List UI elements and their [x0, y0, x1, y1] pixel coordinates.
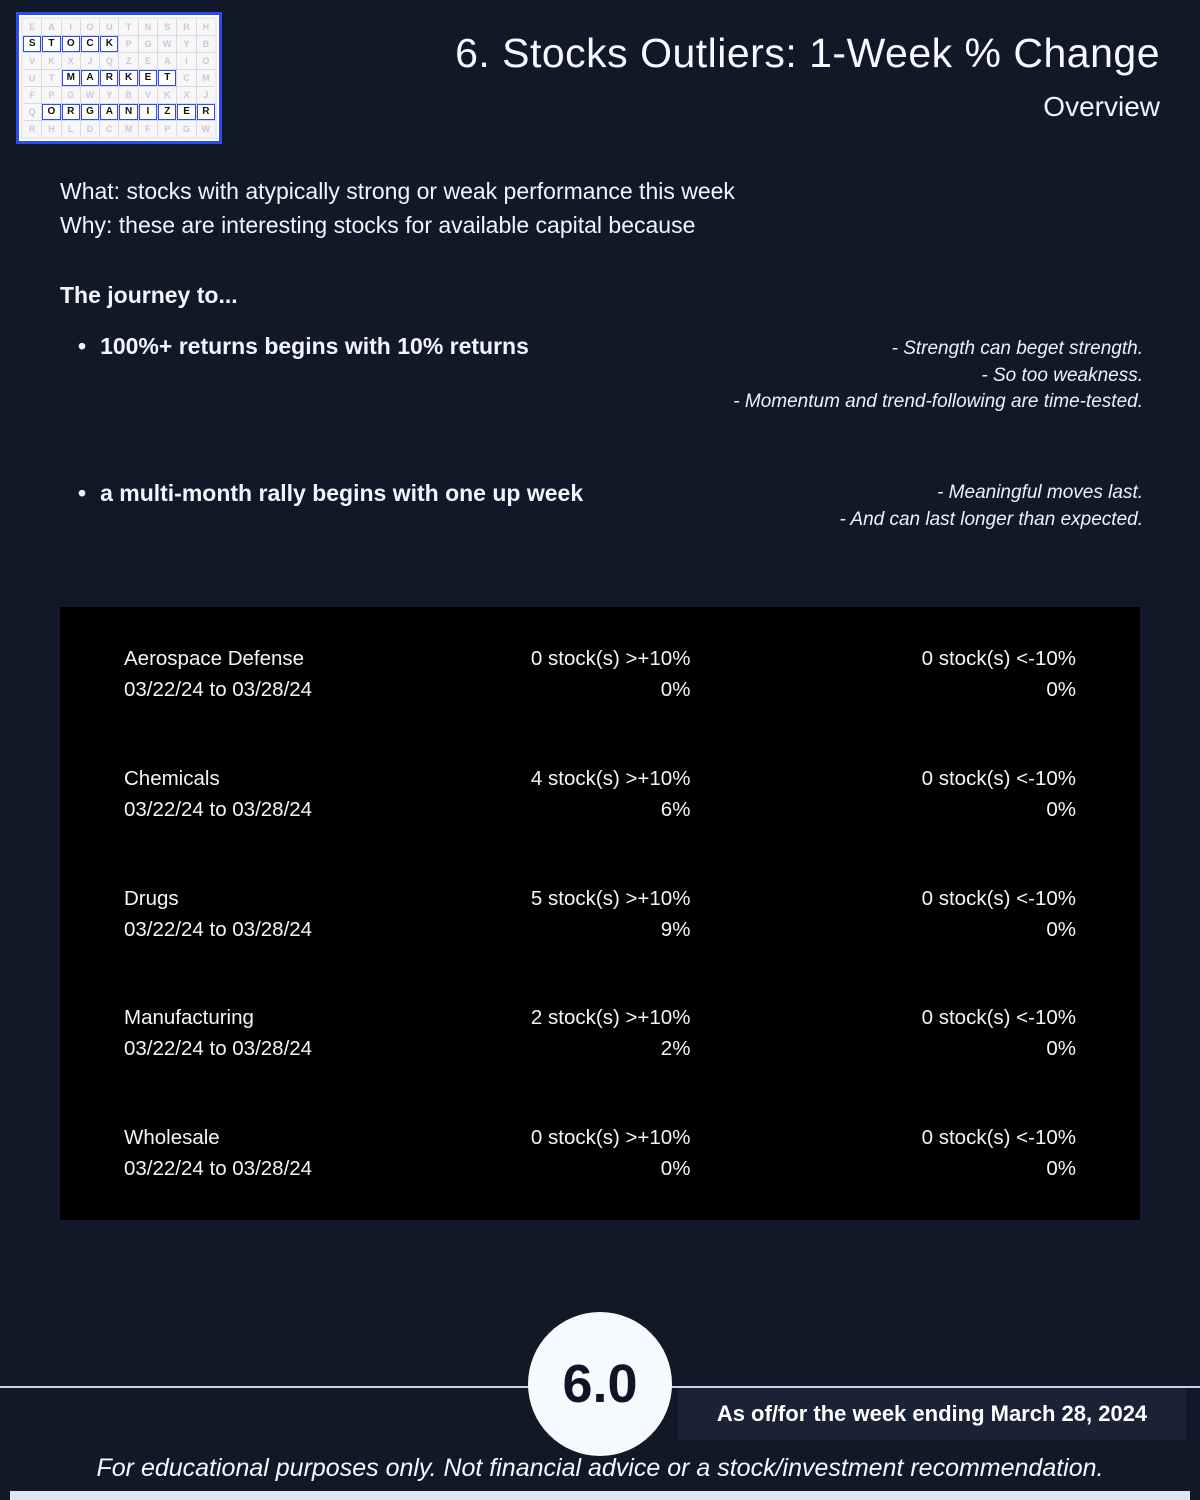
logo-tile: Z [119, 53, 137, 69]
sector-period: 03/22/24 to 03/28/24 [124, 678, 313, 701]
down-count: 0 stock(s) <-10% [921, 1126, 1076, 1149]
sector-period: 03/22/24 to 03/28/24 [124, 797, 313, 821]
logo-tile: T [42, 36, 60, 52]
sector-name: Drugs [124, 886, 179, 910]
table-row [124, 883, 1076, 945]
logo-tile: V [139, 87, 157, 103]
sector-name: Aerospace Defense [124, 647, 305, 670]
logo-tile: X [177, 87, 195, 103]
logo-tile: F [139, 121, 157, 137]
intro-paragraph [60, 174, 1140, 242]
note-line: - Momentum and trend-following are time-tested. [733, 391, 1143, 412]
logo-tile: C [177, 70, 195, 86]
logo-tile: W [197, 121, 215, 137]
logo-tile: Q [100, 53, 118, 69]
sector-name: Wholesale [124, 1126, 220, 1149]
note-line: - So too weakness. [981, 364, 1143, 386]
bullet-returns-text: • 100%+ returns begins with 10% returns [100, 333, 529, 359]
logo-tile: O [62, 36, 80, 52]
notes-rally [0, 480, 1143, 533]
table-row [124, 763, 1076, 825]
logo-tile: P [42, 87, 60, 103]
table-row [124, 1002, 1076, 1064]
logo-tile: W [158, 36, 176, 52]
logo-tile: S [23, 36, 41, 52]
logo-tile: K [158, 87, 176, 103]
sector-outliers-table [60, 607, 1140, 1220]
logo-tile: U [23, 70, 41, 86]
logo-tile: K [119, 70, 137, 86]
down-pct: 0% [1046, 917, 1076, 941]
up-pct: 0% [660, 1157, 691, 1180]
up-pct: 0% [660, 678, 691, 701]
bottom-accent-bar [10, 1491, 1190, 1500]
logo-tile: E [139, 70, 157, 86]
logo-tile: O [42, 104, 60, 120]
down-count: 0 stock(s) <-10% [921, 766, 1076, 790]
note-line: - Meaningful moves last. [937, 482, 1143, 503]
logo-tile: N [139, 19, 157, 35]
down-pct: 0% [1046, 1157, 1076, 1180]
disclaimer-text: For educational purposes only. Not financial advice or a stock/investment recommendation. [96, 1454, 1104, 1482]
sector-period: 03/22/24 to 03/28/24 [124, 1037, 313, 1061]
sector-name: Manufacturing [124, 1006, 254, 1030]
logo-tile: W [81, 87, 99, 103]
up-count: 0 stock(s) >+10% [530, 647, 691, 670]
logo-tile: T [42, 70, 60, 86]
logo-tile: A [100, 104, 118, 120]
logo-tile: H [197, 19, 215, 35]
logo-tile: G [81, 104, 99, 120]
logo-tile: E [177, 104, 195, 120]
logo-tile: Q [23, 104, 41, 120]
logo-tile: E [23, 19, 41, 35]
table-row [124, 643, 1076, 705]
logo-tile: G [62, 87, 80, 103]
logo-tile: X [62, 53, 80, 69]
section-number-badge [528, 1312, 672, 1456]
title-block [222, 12, 1160, 123]
note-line: - And can last longer than expected. [839, 508, 1143, 530]
logo-tile: T [119, 19, 137, 35]
section-number: 6.0 [562, 1354, 638, 1414]
logo-tile: A [158, 53, 176, 69]
sector-name: Chemicals [124, 766, 220, 790]
down-count: 0 stock(s) <-10% [921, 886, 1076, 910]
logo-tile: T [158, 70, 176, 86]
down-pct: 0% [1046, 797, 1076, 821]
logo-tile: Y [100, 87, 118, 103]
logo-tile: E [139, 53, 157, 69]
logo-tile: H [42, 121, 60, 137]
logo-tile: L [62, 121, 80, 137]
logo-tile: I [177, 53, 195, 69]
down-pct: 0% [1046, 1037, 1076, 1061]
logo-tile: P [158, 121, 176, 137]
up-count: 2 stock(s) >+10% [530, 1006, 691, 1030]
logo-tile: I [139, 104, 157, 120]
logo-tile: B [119, 87, 137, 103]
logo-tile: U [100, 19, 118, 35]
logo-tile: M [62, 70, 80, 86]
logo-tile: P [119, 36, 137, 52]
logo-tile: J [81, 53, 99, 69]
stock-market-organizer-logo [16, 12, 222, 144]
up-count: 0 stock(s) >+10% [530, 1126, 691, 1149]
sector-period: 03/22/24 to 03/28/24 [124, 1157, 313, 1180]
intro-line-why: Why: these are interesting stocks for available capital because [60, 212, 696, 238]
logo-tile: C [100, 121, 118, 137]
up-count: 5 stock(s) >+10% [530, 886, 691, 910]
as-of-banner: As of/for the week ending March 28, 2024 [678, 1388, 1186, 1440]
logo-tile: R [177, 19, 195, 35]
logo-tile: R [100, 70, 118, 86]
logo-tile: A [81, 70, 99, 86]
logo-tile: C [81, 36, 99, 52]
logo-tile: M [119, 121, 137, 137]
page-title: 6. Stocks Outliers: 1-Week % Change [455, 30, 1160, 76]
logo-tile: B [197, 36, 215, 52]
logo-tile: F [23, 87, 41, 103]
up-count: 4 stock(s) >+10% [530, 766, 691, 790]
sector-period: 03/22/24 to 03/28/24 [124, 917, 313, 941]
logo-tile: O [81, 19, 99, 35]
intro-line-what: What: stocks with atypically strong or weak performance this week [60, 178, 735, 204]
bullet-rally-text: • a multi-month rally begins with one up week [100, 480, 584, 506]
logo-tile: I [62, 19, 80, 35]
logo-tile: G [139, 36, 157, 52]
up-pct: 2% [660, 1037, 691, 1061]
down-count: 0 stock(s) <-10% [921, 647, 1076, 670]
down-count: 0 stock(s) <-10% [921, 1006, 1076, 1030]
journey-heading: The journey to... [60, 282, 238, 308]
logo-tile: Z [158, 104, 176, 120]
logo-grid [23, 19, 215, 137]
page-subtitle: Overview [1043, 91, 1160, 122]
note-line: - Strength can beget strength. [891, 338, 1143, 359]
logo-tile: R [197, 104, 215, 120]
header [0, 0, 1200, 144]
table-row [124, 1122, 1076, 1184]
logo-tile: R [62, 104, 80, 120]
logo-tile: Y [177, 36, 195, 52]
logo-tile: R [23, 121, 41, 137]
down-pct: 0% [1046, 678, 1076, 701]
logo-tile: J [197, 87, 215, 103]
logo-tile: G [177, 121, 195, 137]
logo-tile: K [42, 53, 60, 69]
notes-returns [0, 336, 1143, 416]
logo-tile: S [158, 19, 176, 35]
logo-tile: M [197, 70, 215, 86]
up-pct: 6% [660, 797, 691, 821]
logo-tile: D [81, 121, 99, 137]
up-pct: 9% [660, 917, 691, 941]
logo-tile: O [197, 53, 215, 69]
logo-tile: V [23, 53, 41, 69]
logo-tile: N [119, 104, 137, 120]
logo-tile: A [42, 19, 60, 35]
logo-tile: K [100, 36, 118, 52]
